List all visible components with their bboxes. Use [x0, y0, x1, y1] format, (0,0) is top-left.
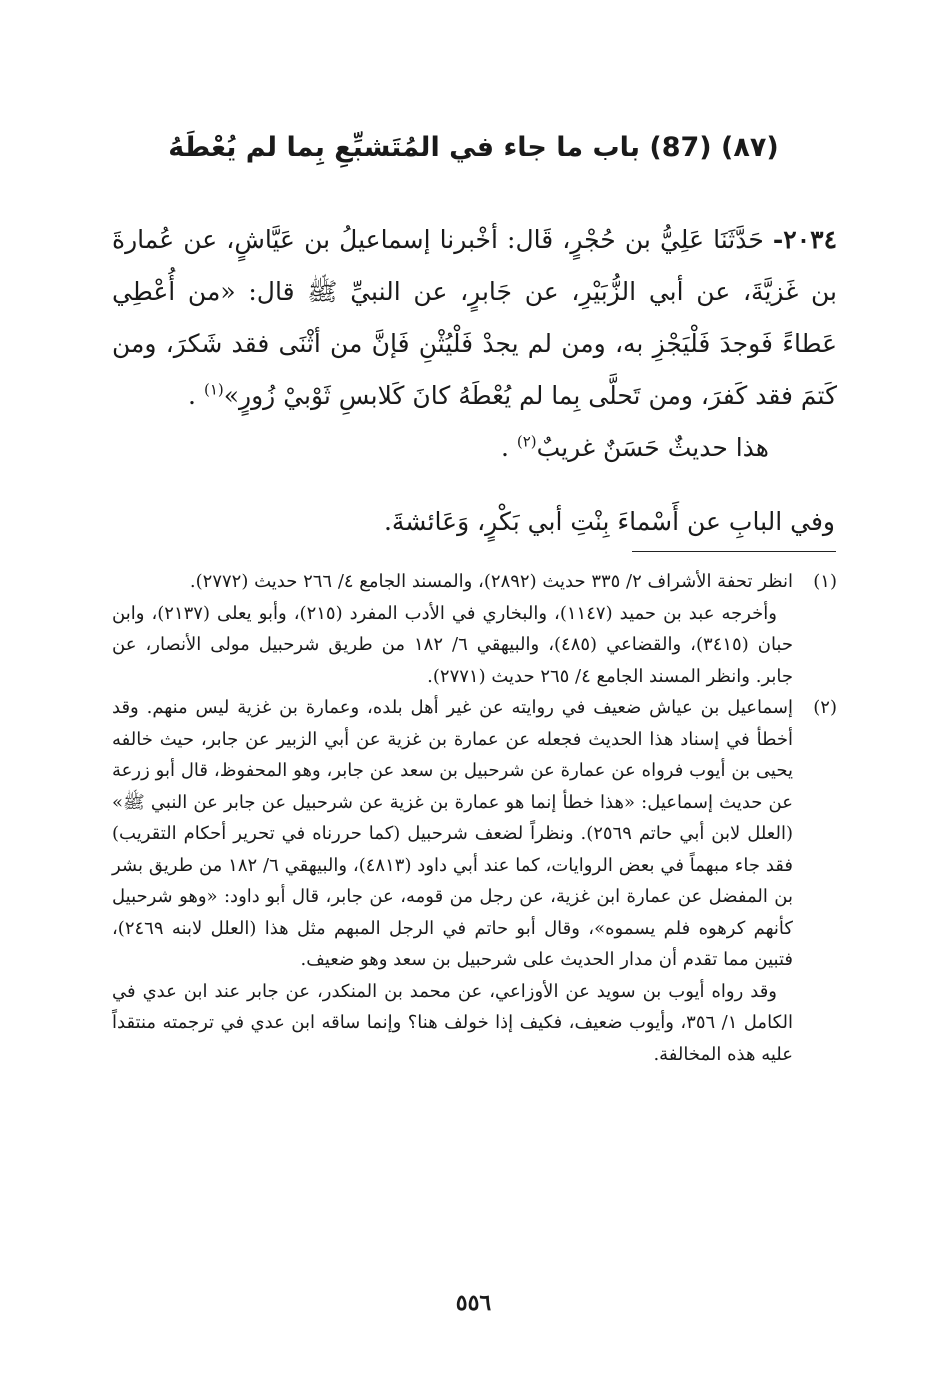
footnote-marker: (١): [813, 571, 837, 592]
hadith-body: حَدَّثَنَا عَلِيُّ بن حُجْرٍ، قَال: أخْبرنا إسماعيلُ بن عَيَّاشٍ، عن عُمارةَ بن غَزيَّةَ، عن أبي الزُّبَيْرِ، عن جَابرٍ، عن النبيِّ ﷺ قال: «من أُعْطِي عَطاءً فَوجدَ فَلْيَجْزِ به، ومن لم يجدْ فَلْيُثْنِ فَإنَّ من أثْنَى فقد شَكرَ، ومن كَتمَ فقد كَفرَ، ومن تَحلَّى بِما لم يُعْطَهُ كانَ كَلابسِ ثَوْبيْ زُورٍ»: [112, 225, 837, 410]
verdict-text: هذا حديثٌ حَسَنٌ غريبٌ: [536, 433, 769, 462]
verdict-footnote-ref: (٢): [516, 432, 537, 451]
chapter-title: (٨٧) (87) باب ما جاء في المُتَشبِّعِ بِما لم يُعْطَهُ: [168, 132, 779, 163]
page-number: ٥٥٦: [455, 1290, 492, 1316]
footnote-marker: (٢): [813, 697, 837, 718]
verdict-end: .: [500, 433, 517, 462]
footnote-separator: [632, 551, 836, 552]
hadith-verdict: [501, 428, 769, 468]
footnote-text: انظر تحفة الأشراف ٢/ ٣٣٥ حديث (٢٨٩٢)، والمسند الجامع ٤/ ٢٦٦ حديث (٢٧٧٢).: [189, 571, 793, 592]
hadith-number: ٢٠٣٤-: [772, 225, 837, 254]
footnote-2: [112, 692, 837, 1070]
footnote-paragraph: [112, 692, 837, 976]
bab-note: وفي البابِ عن أَسْماءَ بِنْتِ أبي بَكْرٍ، وَعَائشةَ.: [383, 507, 835, 536]
hadith-text: [112, 214, 837, 422]
footnote-text: إسماعيل بن عياش ضعيف في روايته عن غير أهل بلده، وعمارة بن غزية ليس منهم. وقد أخطأ في إسناد هذا الحديث فجعله عن عمارة بن غزية عن أبي الزبير عن جابر، حيث خالفه يحيى بن أيوب فرواه عن عمارة عن شرحبيل بن سعد عن جابر، وهو المحفوظ، قال أبو زرعة عن حديث إسماعيل: «هذا خطأ إنما هو عمارة بن غزية عن شرحبيل عن جابر عن النبي ﷺ» (العلل لابن أبي حاتم ٢٥٦٩). ونظراً لضعف شرحبيل (كما حررناه في تحرير أحكام التقريب) فقد جاء مبهماً في بعض الروايات، كما عند أبي داود (٤٨١٣)، والبيهقي ٦/ ١٨٢ من طريق بشر بن المفضل عن عمارة ابن غزية، عن رجل من قومه، عن جابر، قال أبو داود: «وهو شرحبيل كأنهم كرهوه فلم يسموه»، وقال أبو حاتم في الرجل المبهم مثل هذا (العلل لابنه ٢٤٦٩)، فتبين مما تقدم أن مدار الحديث على شرحبيل بن سعد وهو ضعيف.: [112, 697, 793, 970]
footnotes: [112, 566, 837, 1070]
hadith-footnote-ref: (١): [203, 380, 224, 399]
footnote-paragraph: وقد رواه أيوب بن سويد عن الأوزاعي، عن محمد بن المنكدر، عن جابر عند ابن عدي في الكامل ١/ ٣٥٦، وأيوب ضعيف، فكيف إذا خولف هنا؟ وإنما ساقه ابن عدي في ترجمته منتقداً عليه هذه المخالفة.: [112, 980, 793, 1065]
footnote-paragraph: وأخرجه عبد بن حميد (١١٤٧)، والبخاري في الأدب المفرد (٢١٥)، وأبو يعلى (٢١٣٧)، وابن حبان (٣٤١٥)، والقضاعي (٤٨٥)، والبيهقي ٦/ ١٨٢ من طريق شرحبيل مولى الأنصار، عن جابر. وانظر المسند الجامع ٤/ ٢٦٥ حديث (٢٧٧١).: [112, 602, 793, 687]
hadith-end: .: [188, 381, 204, 410]
footnote-paragraph: [112, 566, 837, 598]
footnote-1: [112, 566, 837, 692]
